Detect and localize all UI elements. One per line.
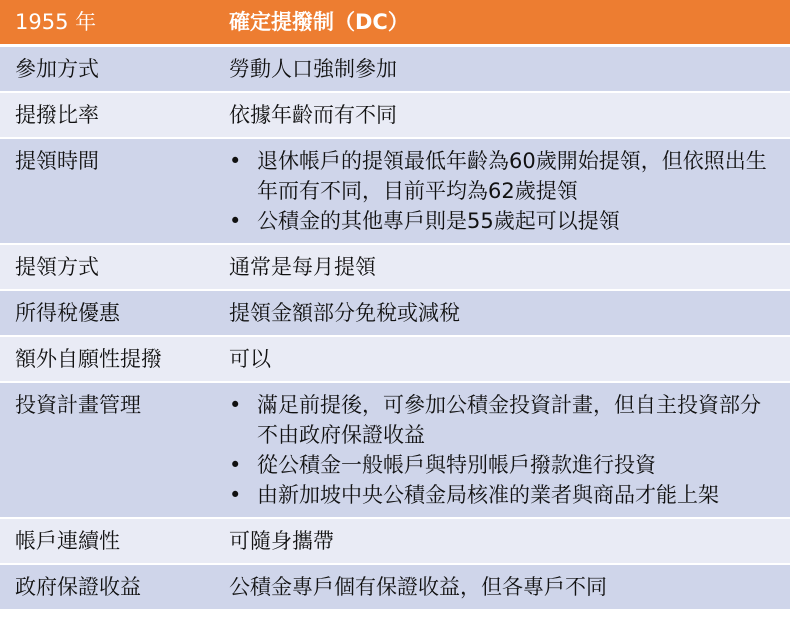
bullet-item: • 滿足前提後，可參加公積金投資計畫，但自主投資部分不由政府保證收益 [229, 390, 772, 450]
header-year: 1955 年 [0, 0, 214, 46]
row-label: 額外自願性提撥 [0, 336, 214, 382]
bullet-item: • 退休帳戶的提領最低年齡為60歲開始提領，但依照出生年而有不同，目前平均為62歲提領 [229, 146, 772, 206]
row-label: 參加方式 [0, 46, 214, 93]
row-label: 投資計畫管理 [0, 382, 214, 518]
table-row [0, 518, 790, 564]
row-value: 可以 [214, 336, 790, 382]
table-row [0, 244, 790, 290]
table-row [0, 564, 790, 610]
row-label: 帳戶連續性 [0, 518, 214, 564]
row-value: 公積金專戶個有保證收益，但各專戶不同 [214, 564, 790, 610]
row-value [214, 138, 790, 244]
row-label: 政府保證收益 [0, 564, 214, 610]
table-row [0, 138, 790, 244]
bullet-list [229, 390, 772, 510]
bullet-item: • 公積金的其他專戶則是55歲起可以提領 [229, 206, 772, 236]
table-row [0, 336, 790, 382]
row-value: 通常是每月提領 [214, 244, 790, 290]
bullet-item: • 由新加坡中央公積金局核准的業者與商品才能上架 [229, 480, 772, 510]
header-row [0, 0, 790, 46]
row-value [214, 382, 790, 518]
table-row [0, 290, 790, 336]
table-row [0, 92, 790, 138]
row-label: 提領時間 [0, 138, 214, 244]
table-row [0, 46, 790, 93]
row-value: 可隨身攜帶 [214, 518, 790, 564]
row-value: 依據年齡而有不同 [214, 92, 790, 138]
row-value: 勞動人口強制參加 [214, 46, 790, 93]
bullet-list [229, 146, 772, 236]
header-scheme: 確定提撥制（DC） [214, 0, 790, 46]
table-row [0, 382, 790, 518]
row-value: 提領金額部分免稅或減稅 [214, 290, 790, 336]
row-label: 提領方式 [0, 244, 214, 290]
bullet-item: • 從公積金一般帳戶與特別帳戶撥款進行投資 [229, 450, 772, 480]
row-label: 所得稅優惠 [0, 290, 214, 336]
row-label: 提撥比率 [0, 92, 214, 138]
